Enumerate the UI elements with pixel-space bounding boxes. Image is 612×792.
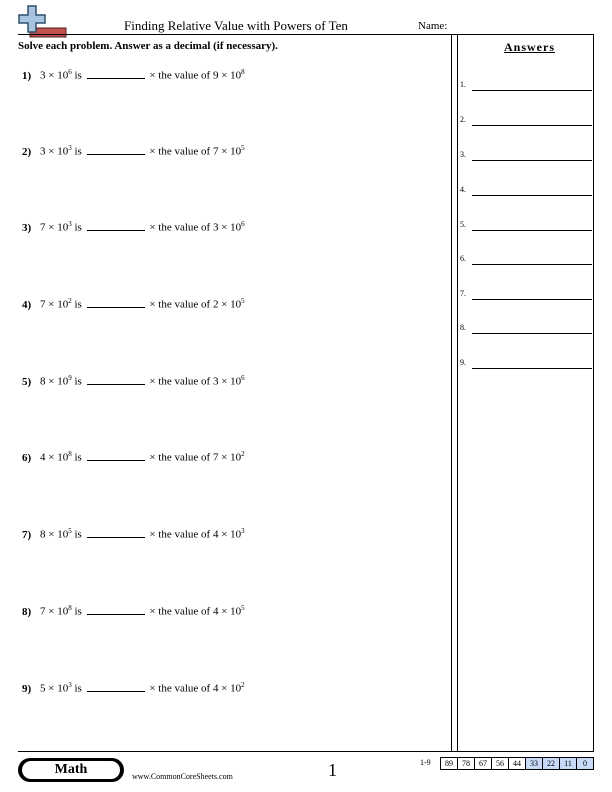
second-exponent: 6 (241, 374, 245, 382)
answer-blank[interactable] (87, 451, 145, 461)
answer-blank[interactable] (87, 221, 145, 231)
problem-number: 8) (22, 605, 32, 618)
times-ten: × 10 (218, 528, 242, 541)
problem-item (22, 681, 245, 695)
first-exponent: 3 (68, 220, 72, 228)
value-of-text: × the value of (146, 528, 213, 541)
times-ten: × 10 (45, 605, 69, 618)
site-url: www.CommonCoreSheets.com (132, 772, 233, 781)
answer-line[interactable] (472, 264, 592, 265)
second-coefficient: 7 (212, 451, 219, 464)
score-table (440, 757, 594, 770)
second-coefficient: 2 (212, 298, 219, 311)
right-border (593, 35, 594, 751)
first-coefficient: 5 (40, 682, 46, 695)
value-of-text: × the value of (146, 451, 213, 464)
value-of-text: × the value of (146, 298, 213, 311)
answer-label: 6. (460, 254, 466, 263)
second-coefficient: 4 (212, 605, 219, 618)
plus-logo-icon (18, 4, 68, 38)
second-exponent: 2 (241, 450, 245, 458)
times-ten: × 10 (218, 221, 242, 234)
first-coefficient: 7 (40, 605, 46, 618)
answer-row[interactable] (460, 356, 592, 370)
problem-number: 2) (22, 145, 32, 158)
answer-row[interactable] (460, 148, 592, 162)
answer-line[interactable] (472, 90, 592, 91)
first-coefficient: 3 (40, 69, 46, 82)
score-cell: 56 (492, 758, 509, 769)
second-coefficient: 4 (212, 682, 219, 695)
is-text: is (71, 221, 85, 234)
column-divider (451, 35, 458, 751)
second-exponent: 5 (241, 297, 245, 305)
score-cell: 78 (458, 758, 475, 769)
problem-number: 9) (22, 682, 32, 695)
first-exponent: 3 (68, 681, 72, 689)
answer-row[interactable] (460, 183, 592, 197)
answer-label: 8. (460, 323, 466, 332)
second-coefficient: 3 (212, 221, 219, 234)
answer-row[interactable] (460, 113, 592, 127)
bottom-rule (18, 751, 594, 752)
answer-label: 4. (460, 185, 466, 194)
first-coefficient: 7 (40, 298, 46, 311)
answer-blank[interactable] (87, 145, 145, 155)
is-text: is (71, 298, 85, 311)
problem-item (22, 68, 245, 82)
math-badge-label: Math (22, 761, 120, 779)
answer-blank[interactable] (87, 528, 145, 538)
second-coefficient: 3 (212, 375, 219, 388)
answer-blank[interactable] (87, 69, 145, 79)
answer-label: 9. (460, 358, 466, 367)
times-ten: × 10 (45, 375, 69, 388)
answer-row[interactable] (460, 321, 592, 335)
math-badge (18, 758, 124, 782)
is-text: is (71, 69, 85, 82)
first-coefficient: 8 (40, 375, 46, 388)
first-exponent: 5 (68, 527, 72, 535)
second-coefficient: 4 (212, 528, 219, 541)
first-exponent: 8 (68, 604, 72, 612)
score-cell: 11 (560, 758, 577, 769)
value-of-text: × the value of (146, 682, 213, 695)
name-label: Name: (418, 20, 448, 32)
first-coefficient: 3 (40, 145, 46, 158)
problem-number: 5) (22, 375, 32, 388)
header-rule (18, 34, 594, 35)
first-exponent: 9 (68, 374, 72, 382)
second-exponent: 5 (241, 144, 245, 152)
problem-item (22, 220, 245, 234)
first-coefficient: 8 (40, 528, 46, 541)
answer-line[interactable] (472, 230, 592, 231)
is-text: is (71, 451, 85, 464)
answers-title: Answers (504, 40, 555, 54)
first-exponent: 2 (68, 297, 72, 305)
value-of-text: × the value of (146, 605, 213, 618)
times-ten: × 10 (218, 69, 242, 82)
value-of-text: × the value of (146, 375, 213, 388)
times-ten: × 10 (218, 375, 242, 388)
answer-row[interactable] (460, 218, 592, 232)
answer-label: 3. (460, 150, 466, 159)
second-exponent: 5 (241, 604, 245, 612)
answer-line[interactable] (472, 299, 592, 300)
answer-line[interactable] (472, 125, 592, 126)
score-cell: 0 (577, 758, 593, 769)
answer-blank[interactable] (87, 375, 145, 385)
answer-blank[interactable] (87, 682, 145, 692)
problem-number: 1) (22, 69, 32, 82)
times-ten: × 10 (218, 298, 242, 311)
answer-line[interactable] (472, 160, 592, 161)
answer-row[interactable] (460, 78, 592, 92)
second-coefficient: 7 (212, 145, 219, 158)
times-ten: × 10 (218, 451, 242, 464)
first-exponent: 6 (68, 68, 72, 76)
answer-row[interactable] (460, 252, 592, 266)
first-exponent: 8 (68, 450, 72, 458)
problem-number: 6) (22, 451, 32, 464)
times-ten: × 10 (45, 451, 69, 464)
times-ten: × 10 (45, 69, 69, 82)
value-of-text: × the value of (146, 69, 213, 82)
answer-label: 7. (460, 289, 466, 298)
score-cell: 33 (526, 758, 543, 769)
problem-range: 1-9 (420, 758, 431, 767)
second-exponent: 8 (241, 68, 245, 76)
is-text: is (71, 682, 85, 695)
problem-item (22, 450, 245, 464)
second-exponent: 6 (241, 220, 245, 228)
second-exponent: 2 (241, 681, 245, 689)
times-ten: × 10 (45, 298, 69, 311)
problem-number: 3) (22, 221, 32, 234)
score-cell: 22 (543, 758, 560, 769)
value-of-text: × the value of (146, 221, 213, 234)
second-coefficient: 9 (212, 69, 219, 82)
is-text: is (71, 528, 85, 541)
answer-line[interactable] (472, 333, 592, 334)
problem-item (22, 144, 245, 158)
is-text: is (71, 145, 85, 158)
problem-item (22, 374, 245, 388)
first-coefficient: 7 (40, 221, 46, 234)
answer-blank[interactable] (87, 298, 145, 308)
answer-blank[interactable] (87, 605, 145, 615)
score-cell: 67 (475, 758, 492, 769)
times-ten: × 10 (218, 145, 242, 158)
answer-label: 1. (460, 80, 466, 89)
times-ten: × 10 (45, 528, 69, 541)
answer-row[interactable] (460, 287, 592, 301)
instructions: Solve each problem. Answer as a decimal (if necessary). (18, 40, 278, 52)
worksheet-title: Finding Relative Value with Powers of Ten (124, 18, 348, 33)
page-number: 1 (328, 760, 337, 780)
times-ten: × 10 (45, 145, 69, 158)
times-ten: × 10 (218, 682, 242, 695)
value-of-text: × the value of (146, 145, 213, 158)
score-cell: 89 (441, 758, 458, 769)
times-ten: × 10 (45, 221, 69, 234)
problem-item (22, 297, 245, 311)
answer-line[interactable] (472, 368, 592, 369)
problem-item (22, 527, 245, 541)
first-coefficient: 4 (40, 451, 46, 464)
answer-line[interactable] (472, 195, 592, 196)
score-cell: 44 (509, 758, 526, 769)
is-text: is (71, 375, 85, 388)
second-exponent: 3 (241, 527, 245, 535)
problem-number: 4) (22, 298, 32, 311)
times-ten: × 10 (45, 682, 69, 695)
answer-label: 2. (460, 115, 466, 124)
times-ten: × 10 (218, 605, 242, 618)
problem-number: 7) (22, 528, 32, 541)
is-text: is (71, 605, 85, 618)
first-exponent: 3 (68, 144, 72, 152)
problem-item (22, 604, 245, 618)
answer-label: 5. (460, 220, 466, 229)
